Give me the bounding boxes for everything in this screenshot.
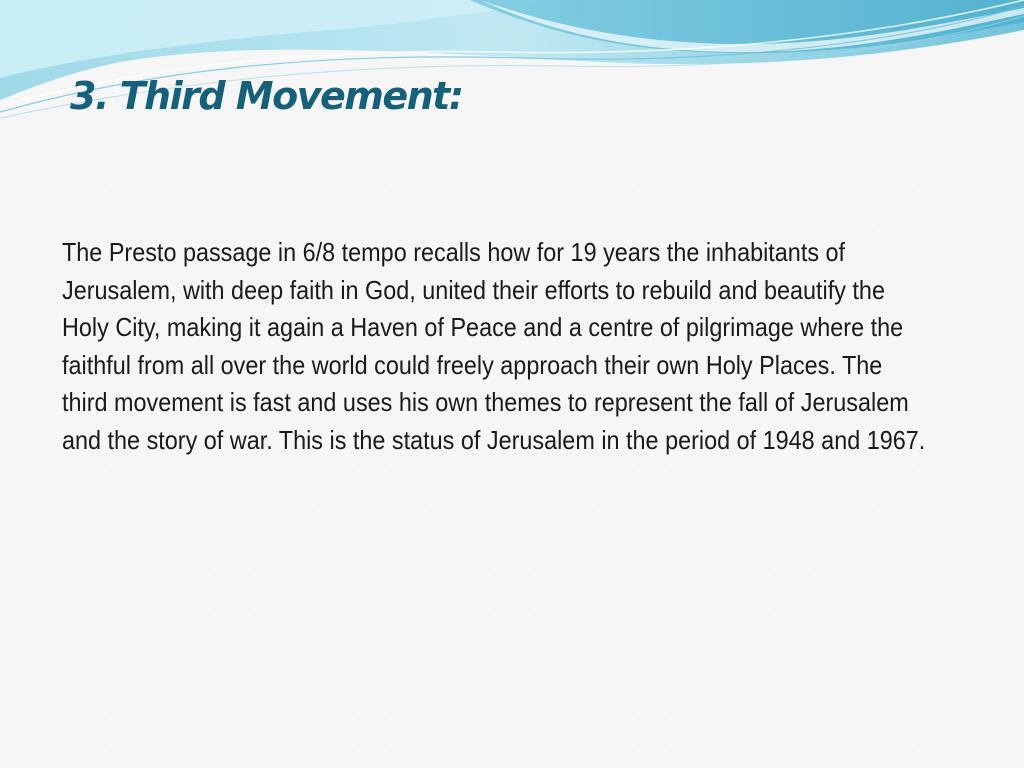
- slide-title: 3. Third Movement:: [70, 74, 463, 118]
- slide-body-text: The Presto passage in 6/8 tempo recalls how for 19 years the inhabitants of Jerusalem, with deep faith in God, united their efforts to rebuild and beautify the Holy City, making it again a Haven of Peace and a centre of pilgrimage where the faithful from all over the world could freely approach their own Holy Places. The third movement is fast and uses his own themes to represent the fall of Jerusalem and the story of war. This is the status of Jerusalem in the period of 1948 and 1967.: [62, 237, 926, 455]
